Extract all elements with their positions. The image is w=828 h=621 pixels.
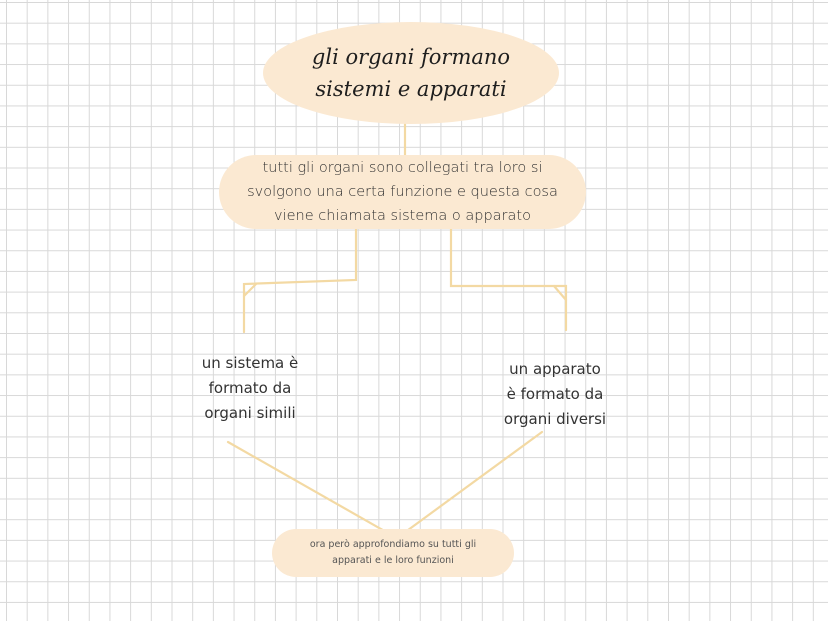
footer-box — [272, 529, 514, 577]
description-box — [219, 155, 586, 229]
description-text: tutti gli organi sono collegati tra loro si svolgono una certa funzione e questa cosa viene chiamata sistema o apparato — [247, 160, 558, 224]
connector-left-bracket-diagonal — [244, 284, 256, 296]
connector-right-branch-to-footer — [404, 432, 542, 533]
right-branch-text: un apparato è formato da organi diversi — [503, 359, 607, 428]
connector-description-to-right-branch — [451, 229, 566, 330]
right-branch-node — [495, 355, 615, 433]
connector-right-bracket-diagonal — [554, 286, 566, 300]
connector-description-to-left-branch — [244, 229, 356, 332]
title-text: gli organi formano sistemi e apparati — [311, 45, 511, 101]
left-branch-node — [190, 349, 310, 427]
connector-left-branch-to-footer — [228, 442, 388, 533]
left-branch-text: un sistema è formato da organi simili — [201, 353, 299, 422]
title-oval — [263, 22, 559, 124]
footer-text: ora però approfondiamo su tutti gli apparati e le loro funzioni — [309, 539, 477, 566]
